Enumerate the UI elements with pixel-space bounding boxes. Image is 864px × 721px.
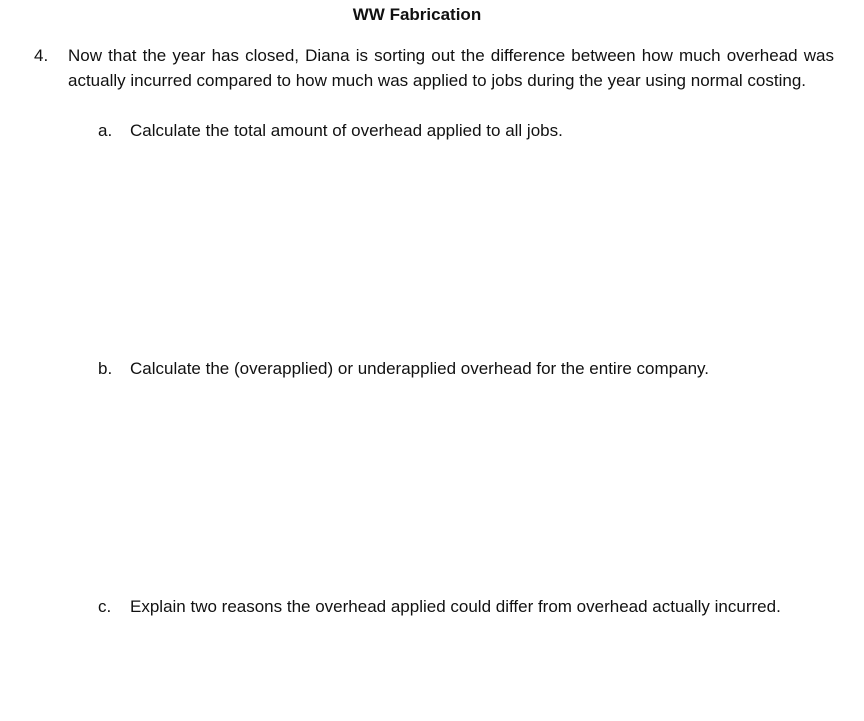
question-text: Now that the year has closed, Diana is sorting out the difference between how much overhead was actually incurred compared to how much was applied to jobs during the year using normal costing. [68, 46, 834, 90]
question-number: 4. [34, 46, 49, 65]
part-letter: b. [98, 359, 113, 378]
part-text: Calculate the (overapplied) or underapplied overhead for the entire company. [130, 359, 709, 378]
part-text: Calculate the total amount of overhead applied to all jobs. [130, 121, 563, 140]
part-letter: a. [98, 121, 113, 140]
question-part-a [98, 118, 838, 143]
document-title: WW Fabrication [352, 5, 482, 24]
part-letter: c. [98, 597, 112, 616]
part-text: Explain two reasons the overhead applied could differ from overhead actually incurred. [130, 597, 781, 616]
question-part-b [98, 356, 838, 381]
question-part-c [98, 594, 838, 619]
